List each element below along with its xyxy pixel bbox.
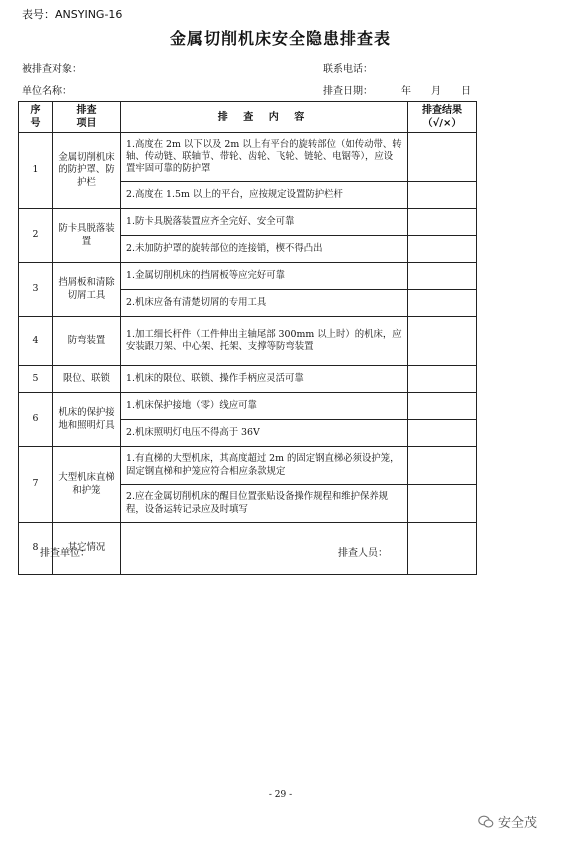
inspection-content: 1.有直梯的大型机床，其高度超过 2m 的固定钢直梯必须设护笼，固定钢直梯和护笼应符合相应条款规定 bbox=[121, 447, 408, 485]
wechat-icon bbox=[478, 815, 494, 829]
result-cell[interactable] bbox=[408, 209, 477, 236]
result-cell[interactable] bbox=[408, 317, 477, 366]
row-number: 7 bbox=[19, 447, 53, 523]
table-header-row bbox=[19, 102, 477, 133]
table-row bbox=[19, 133, 477, 182]
row-number: 5 bbox=[19, 366, 53, 393]
inspection-item: 大型机床直梯和护笼 bbox=[53, 447, 121, 523]
inspector-label: 排查人员： bbox=[338, 548, 388, 559]
inspection-content: 2.高度在 1.5m 以上的平台，应按规定设置防护栏杆 bbox=[121, 182, 408, 209]
result-cell[interactable] bbox=[408, 290, 477, 317]
inspection-date bbox=[323, 82, 471, 97]
inspected-target-label: 被排查对象： bbox=[22, 64, 82, 75]
inspection-content: 2.未加防护罩的旋转部位的连接销，楔不得凸出 bbox=[121, 236, 408, 263]
inspection-content: 1.机床的限位、联锁、操作手柄应灵活可靠 bbox=[121, 366, 408, 393]
result-cell[interactable] bbox=[408, 263, 477, 290]
row-number: 6 bbox=[19, 393, 53, 447]
row-number: 8 bbox=[19, 523, 53, 575]
inspection-content: 1.加工细长杆件（工件伸出主轴尾部 300mm 以上时）的机床，应安装跟刀架、中心架、托架、支撑等防弯装置 bbox=[121, 317, 408, 366]
table-row bbox=[19, 209, 477, 236]
watermark-text: 安全茂 bbox=[498, 816, 538, 831]
result-cell[interactable] bbox=[408, 236, 477, 263]
inspection-item: 防弯装置 bbox=[53, 317, 121, 366]
result-cell[interactable] bbox=[408, 447, 477, 485]
result-cell[interactable] bbox=[408, 366, 477, 393]
inspection-table bbox=[18, 101, 477, 575]
inspection-content: 1.机床保护接地（零）线应可靠 bbox=[121, 393, 408, 420]
row-number: 1 bbox=[19, 133, 53, 209]
result-cell[interactable] bbox=[408, 523, 477, 575]
table-row bbox=[19, 366, 477, 393]
page-number: - 29 - bbox=[268, 790, 293, 800]
inspection-content: 2.应在金属切削机床的醒目位置张贴设备操作规程和维护保养规程，设备运转记录应及时填写 bbox=[121, 485, 408, 523]
date-month: 月 bbox=[431, 86, 441, 97]
result-cell[interactable] bbox=[408, 420, 477, 447]
inspection-content: 1.防卡具脱落装置应齐全完好、安全可靠 bbox=[121, 209, 408, 236]
inspection-item: 防卡具脱落装置 bbox=[53, 209, 121, 263]
inspection-item: 机床的保护接地和照明灯具 bbox=[53, 393, 121, 447]
table-row bbox=[19, 447, 477, 485]
date-year: 年 bbox=[401, 86, 411, 97]
result-cell[interactable] bbox=[408, 133, 477, 182]
form-code: 表号：ANSYING-16 bbox=[22, 8, 123, 21]
inspection-item: 金属切削机床的防护罩、防护栏 bbox=[53, 133, 121, 209]
inspecting-unit-label: 排查单位： bbox=[40, 548, 90, 559]
inspection-date-label: 排查日期： bbox=[323, 86, 373, 97]
page-title: 金属切削机床安全隐患排查表 bbox=[169, 29, 391, 48]
result-cell[interactable] bbox=[408, 393, 477, 420]
row-number: 3 bbox=[19, 263, 53, 317]
watermark bbox=[478, 812, 537, 831]
date-day: 日 bbox=[461, 86, 471, 97]
inspection-item: 其它情况 bbox=[53, 523, 121, 575]
result-cell[interactable] bbox=[408, 182, 477, 209]
col-header-item: 排查 项目 bbox=[53, 102, 121, 133]
unit-name-label: 单位名称： bbox=[22, 86, 72, 97]
inspection-item: 挡屑板和清除切屑工具 bbox=[53, 263, 121, 317]
contact-phone-label: 联系电话： bbox=[323, 64, 373, 75]
table-row bbox=[19, 393, 477, 420]
row-number: 4 bbox=[19, 317, 53, 366]
result-cell[interactable] bbox=[408, 485, 477, 523]
col-header-content: 排 查 内 容 bbox=[121, 102, 408, 133]
row-number: 2 bbox=[19, 209, 53, 263]
inspection-content: 1.高度在 2m 以下以及 2m 以上有平台的旋转部位（如传动带、转轴、传动链、联轴节、带轮、齿轮、飞轮、链轮、电锯等），应设置牢固可靠的防护罩 bbox=[121, 133, 408, 182]
col-header-result: 排查结果 （√/×） bbox=[408, 102, 477, 133]
inspection-content: 2.机床照明灯电压不得高于 36V bbox=[121, 420, 408, 447]
inspection-content: 2.机床应备有清楚切屑的专用工具 bbox=[121, 290, 408, 317]
col-header-no: 序 号 bbox=[19, 102, 53, 133]
table-row bbox=[19, 317, 477, 366]
inspection-content: 1.金属切削机床的挡屑板等应完好可靠 bbox=[121, 263, 408, 290]
table-row bbox=[19, 263, 477, 290]
inspection-item: 限位、联锁 bbox=[53, 366, 121, 393]
